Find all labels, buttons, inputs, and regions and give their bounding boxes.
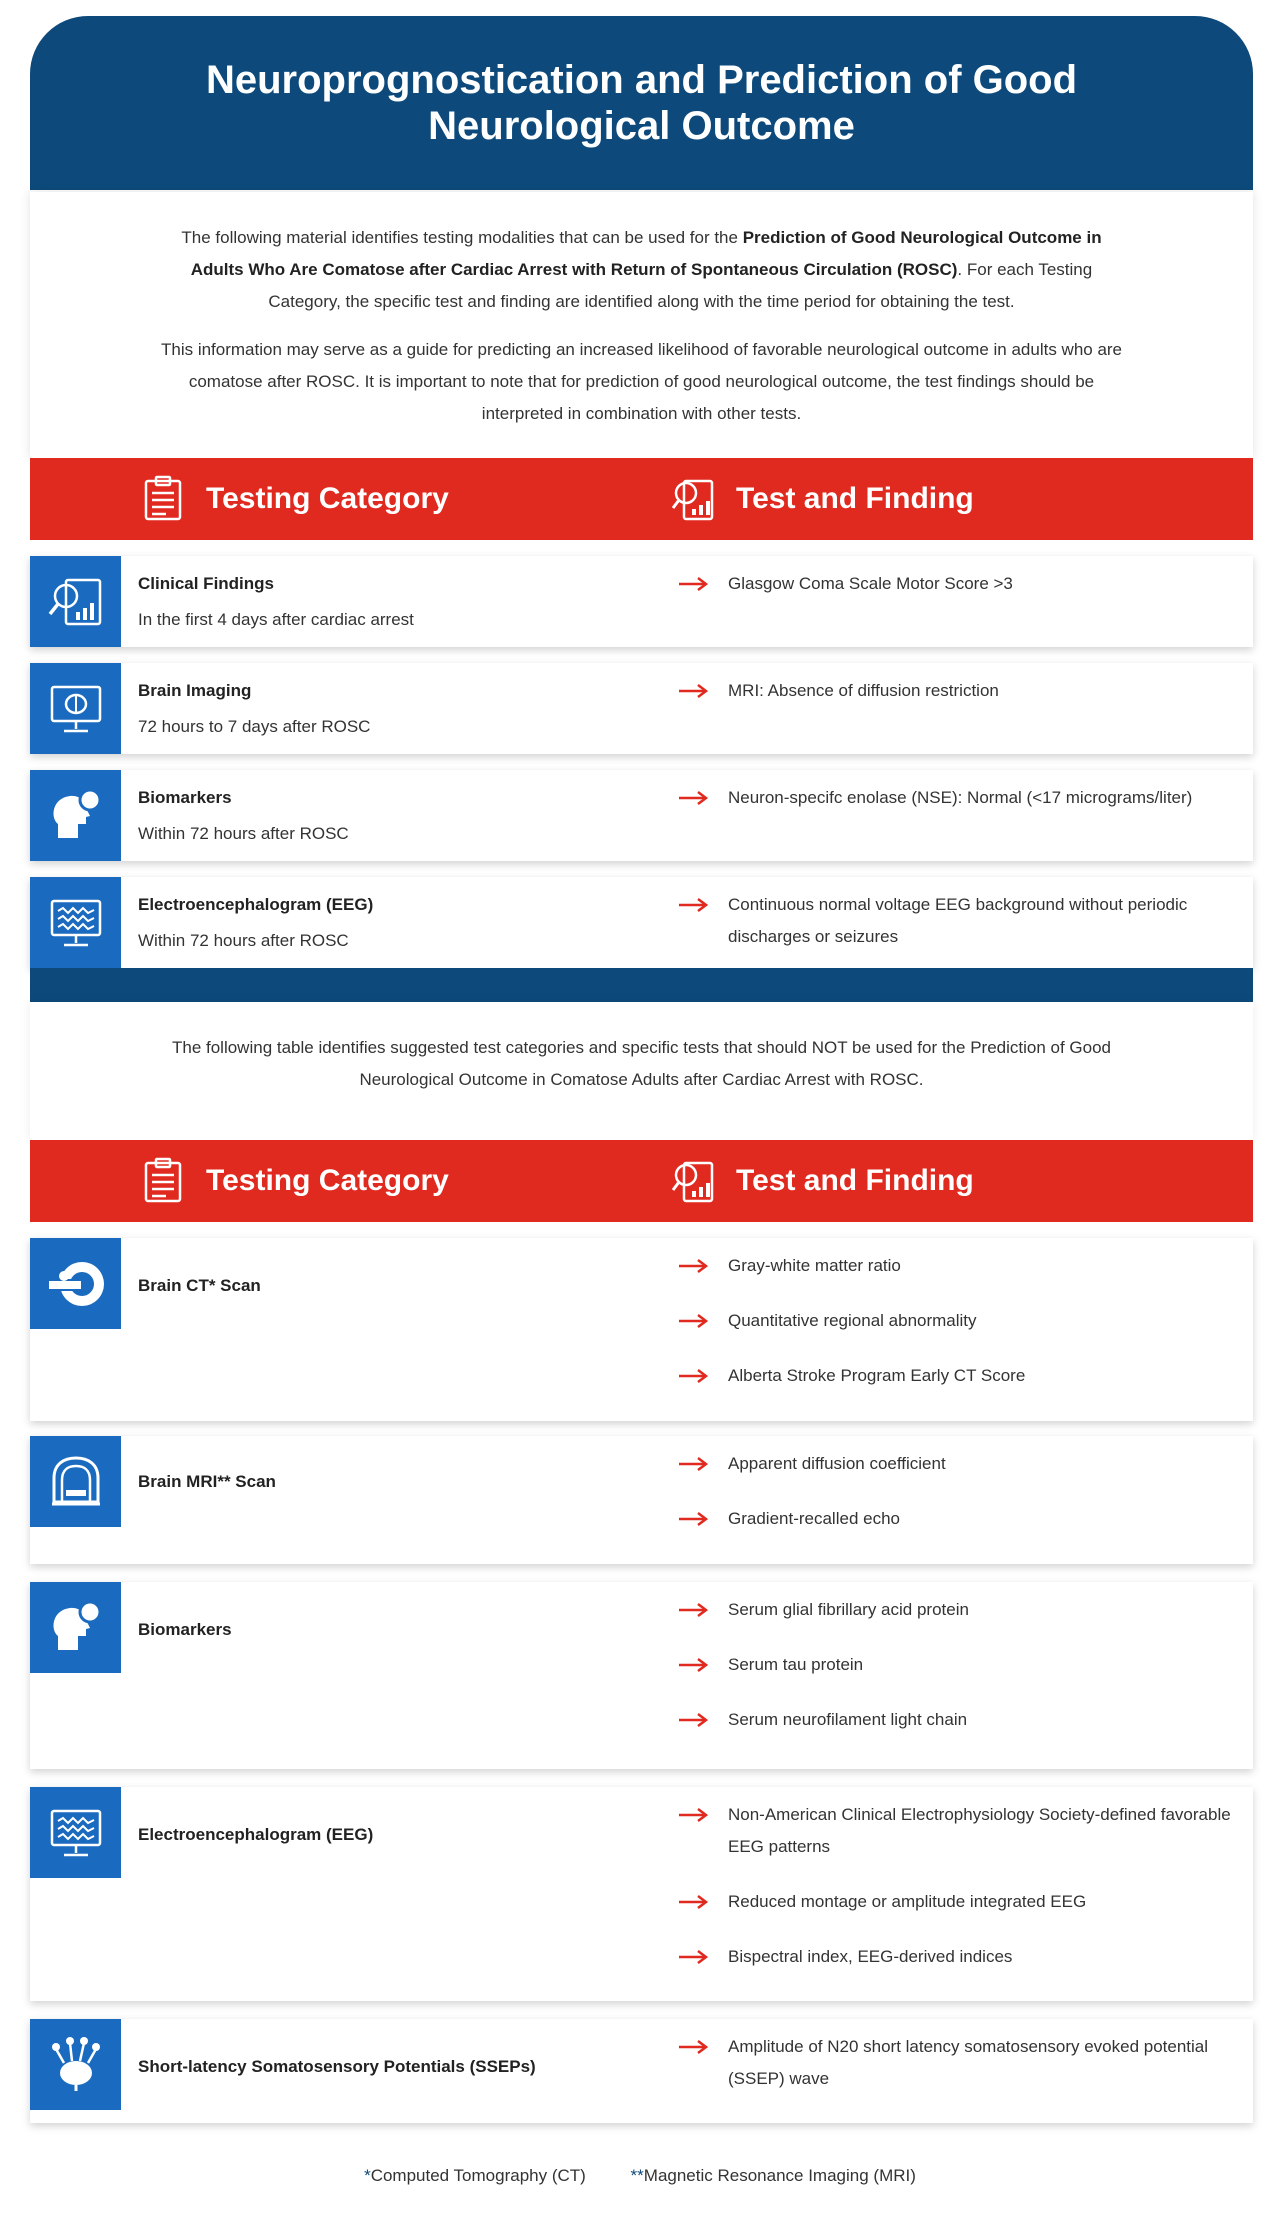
brain-monitor-icon — [30, 663, 121, 754]
intro2-panel — [30, 1002, 1253, 1140]
finding-item: Glasgow Coma Scale Motor Score >3 — [678, 568, 1248, 600]
category-column-header: Testing Category — [140, 458, 449, 540]
finding-column-header: Test and Finding — [670, 458, 974, 540]
footnote-mri: **Magnetic Resonance Imaging (MRI) — [630, 2166, 916, 2185]
row-timing: In the first 4 days after cardiac arrest — [138, 610, 414, 629]
arrow-right-icon — [678, 1457, 708, 1471]
intro-panel — [30, 192, 1253, 458]
arrow-right-icon — [678, 1808, 708, 1822]
row-timing: Within 72 hours after ROSC — [138, 824, 349, 843]
row-findings — [678, 782, 1248, 837]
bad-row-brain-mri — [30, 1436, 1253, 1564]
arrow-right-icon — [678, 1713, 708, 1727]
clinical-findings-icon — [30, 556, 121, 647]
intro-paragraph-1: The following material identifies testing modalities that can be used for the Prediction of Good Neurological Outcome in Adults Who Are Comatose after Cardiac Arrest with Return of Spontaneous Circulation (ROSC). For each Testing Category, the specific test and finding are identified along with the time period for obtaining the test. — [181, 228, 1102, 311]
arrow-right-icon — [678, 1369, 708, 1383]
arrow-right-icon — [678, 1314, 708, 1328]
arrow-right-icon — [678, 2040, 708, 2054]
finding-item: Amplitude of N20 short latency somatosensory evoked potential (SSEP) wave — [678, 2031, 1248, 2095]
row-category: Brain MRI** Scan — [138, 1472, 276, 1491]
arrow-right-icon — [678, 684, 708, 698]
section-divider — [30, 968, 1253, 1002]
row-category: Brain Imaging — [138, 681, 252, 700]
clipboard-icon — [140, 1157, 188, 1205]
row-findings — [678, 1594, 1248, 1759]
table-header-not-used — [30, 1140, 1253, 1222]
row-timing: 72 hours to 7 days after ROSC — [138, 717, 371, 736]
good-row-brain-imaging — [30, 663, 1253, 754]
page-title: Neuroprognostication and Prediction of Good Neurological Outcome — [205, 58, 1078, 148]
bad-row-biomarkers — [30, 1582, 1253, 1769]
footnote-ct: *Computed Tomography (CT) — [364, 2166, 586, 2185]
clipboard-icon — [140, 475, 188, 523]
arrow-right-icon — [678, 898, 708, 912]
intro2-paragraph: The following table identifies suggested test categories and specific tests that should NOT be used for the Prediction of Good Neurological Outcome in Comatose Adults after Cardiac Arrest with ROSC. — [171, 1038, 1111, 1089]
page-header — [30, 16, 1253, 190]
footnotes — [0, 2166, 1280, 2186]
row-category: Brain CT* Scan — [138, 1276, 261, 1295]
finding-item: Apparent diffusion coefficient — [678, 1448, 1248, 1480]
finding-item: Gradient-recalled echo — [678, 1503, 1248, 1535]
head-profile-icon — [30, 1582, 121, 1673]
finding-item: Serum neurofilament light chain — [678, 1704, 1248, 1736]
bad-row-brain-ct — [30, 1238, 1253, 1421]
brain-network-icon — [30, 2019, 121, 2110]
bad-row-eeg — [30, 1787, 1253, 2001]
row-findings — [678, 568, 1248, 623]
row-findings — [678, 675, 1248, 730]
arrow-right-icon — [678, 577, 708, 591]
finding-item: Quantitative regional abnormality — [678, 1305, 1248, 1337]
arrow-right-icon — [678, 1950, 708, 1964]
good-row-biomarkers — [30, 770, 1253, 861]
test-report-icon — [670, 1157, 718, 1205]
arrow-right-icon — [678, 1603, 708, 1617]
row-findings — [678, 1448, 1248, 1558]
table-header-good — [30, 458, 1253, 540]
finding-item: Alberta Stroke Program Early CT Score — [678, 1360, 1248, 1392]
eeg-monitor-icon — [30, 1787, 121, 1878]
test-report-icon — [670, 475, 718, 523]
good-row-clinical-findings — [30, 556, 1253, 647]
row-findings — [678, 889, 1248, 976]
head-profile-icon — [30, 770, 121, 861]
finding-item: Serum glial fibrillary acid protein — [678, 1594, 1248, 1626]
finding-item: Serum tau protein — [678, 1649, 1248, 1681]
good-row-eeg — [30, 877, 1253, 968]
row-category: Biomarkers — [138, 1620, 232, 1639]
row-findings — [678, 1250, 1248, 1415]
row-category: Clinical Findings — [138, 574, 275, 593]
bad-row-sseps — [30, 2019, 1253, 2123]
row-findings — [678, 1799, 1248, 1996]
finding-item: Gray-white matter ratio — [678, 1250, 1248, 1282]
row-category: Electroencephalogram (EEG) — [138, 895, 374, 914]
finding-item: MRI: Absence of diffusion restriction — [678, 675, 1248, 707]
intro-paragraph-2: This information may serve as a guide for predicting an increased likelihood of favorable neurological outcome in adults who are comatose after ROSC. It is important to note that for prediction of good neurological outcome, the test findings should be interpreted in combination with other tests. — [160, 340, 1123, 423]
row-findings — [678, 2031, 1248, 2118]
finding-item: Non-American Clinical Electrophysiology Society-defined favorable EEG patterns — [678, 1799, 1248, 1863]
mri-scanner-icon — [30, 1436, 121, 1527]
row-category: Electroencephalogram (EEG) — [138, 1825, 374, 1844]
arrow-right-icon — [678, 1259, 708, 1273]
arrow-right-icon — [678, 1658, 708, 1672]
finding-item: Neuron-specifc enolase (NSE): Normal (<17 micrograms/liter) — [678, 782, 1248, 814]
finding-item: Reduced montage or amplitude integrated EEG — [678, 1886, 1248, 1918]
row-timing: Within 72 hours after ROSC — [138, 931, 349, 950]
arrow-right-icon — [678, 1895, 708, 1909]
row-category: Biomarkers — [138, 788, 232, 807]
arrow-right-icon — [678, 791, 708, 805]
finding-column-header: Test and Finding — [670, 1140, 974, 1222]
eeg-monitor-icon — [30, 877, 121, 968]
arrow-right-icon — [678, 1512, 708, 1526]
row-category: Short-latency Somatosensory Potentials (SSEPs) — [138, 2057, 536, 2076]
finding-item: Bispectral index, EEG-derived indices — [678, 1941, 1248, 1973]
finding-item: Continuous normal voltage EEG background without periodic discharges or seizures — [678, 889, 1248, 953]
ct-scanner-icon — [30, 1238, 121, 1329]
category-column-header: Testing Category — [140, 1140, 449, 1222]
